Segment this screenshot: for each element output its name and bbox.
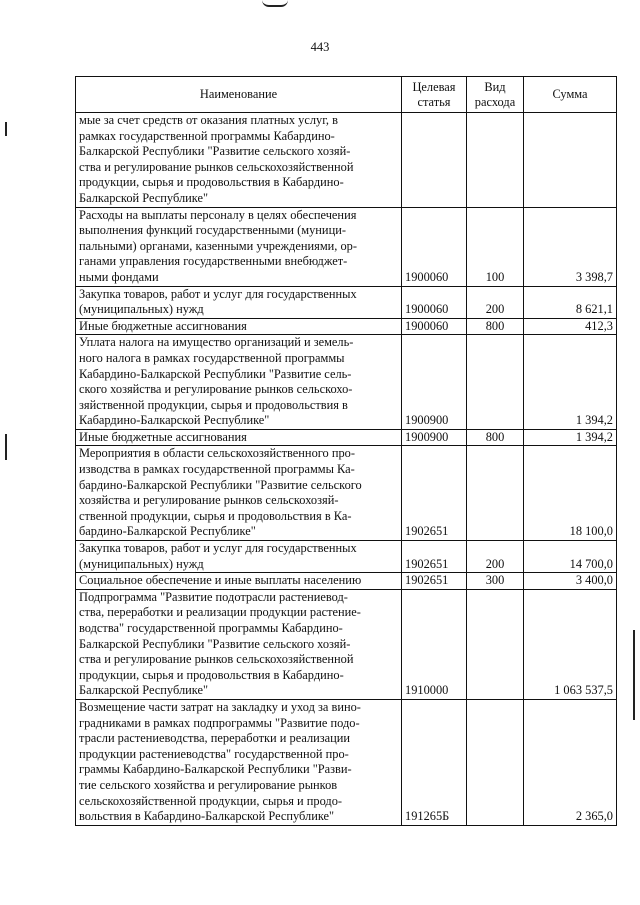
table-row bbox=[76, 207, 617, 286]
row-name-line: Возмещение части затрат на закладку и уход за вино- bbox=[79, 699, 361, 714]
row-sum: 14 700,0 bbox=[524, 541, 617, 573]
row-name-line: граммы Кабардино-Балкарской Республики "Разви- bbox=[79, 762, 352, 777]
row-sum: 8 621,1 bbox=[524, 286, 617, 318]
row-name-line: рамках государственной программы Кабардино- bbox=[79, 128, 335, 143]
row-expense-type: 200 bbox=[467, 541, 524, 573]
row-name-line: Уплата налога на имущество организаций и земель- bbox=[79, 335, 354, 350]
row-name-line: ства и регулирование рынков сельскохозяйственной bbox=[79, 652, 354, 667]
page-number: 443 bbox=[310, 40, 330, 54]
row-name-line: водства" государственной программы Кабардино- bbox=[79, 621, 343, 635]
row-name-line: Иные бюджетные ассигнования bbox=[79, 318, 247, 333]
row-name-line: Подпрограмма "Развитие подотрасли растениевод- bbox=[79, 589, 348, 604]
header-name: Наименование bbox=[76, 77, 402, 113]
row-target-article: 1900060 bbox=[402, 318, 467, 335]
table-row bbox=[76, 286, 617, 318]
margin-mark bbox=[5, 434, 7, 460]
row-name-line: ства, переработки и реализации продукции растение- bbox=[79, 605, 361, 620]
row-name-line: Кабардино-Балкарской Республики "Развитие сель- bbox=[79, 366, 352, 381]
row-name-line: Закупка товаров, работ и услуг для государственных bbox=[79, 541, 357, 556]
row-name bbox=[76, 699, 402, 825]
row-target-article: 1902651 bbox=[402, 446, 467, 541]
row-name-line: Балкарской Республике" bbox=[79, 683, 209, 698]
row-sum: 3 398,7 bbox=[524, 207, 617, 286]
row-name-line: Балкарской Республики "Развитие сельского хозяй- bbox=[79, 144, 351, 159]
row-name-line: мые за счет средств от оказания платных услуг, в bbox=[79, 113, 338, 127]
row-name bbox=[76, 318, 402, 335]
row-name-line: продукции, сырья и продовольствия в Кабардино- bbox=[79, 667, 344, 682]
row-name bbox=[76, 446, 402, 541]
row-expense-type: 800 bbox=[467, 429, 524, 446]
row-expense-type: 100 bbox=[467, 207, 524, 286]
header-target-article bbox=[402, 77, 467, 113]
table-row bbox=[76, 573, 617, 590]
row-name bbox=[76, 589, 402, 699]
table-row bbox=[76, 541, 617, 573]
row-target-article: 1900060 bbox=[402, 207, 467, 286]
row-name-line: выполнения функций государственными (муници- bbox=[79, 223, 346, 238]
row-name-line: ства и регулирование рынков сельскохозяйственной bbox=[79, 159, 354, 174]
row-sum: 1 394,2 bbox=[524, 335, 617, 430]
row-name bbox=[76, 573, 402, 590]
row-name-line: градниками в рамках подпрограммы "Развитие подо- bbox=[79, 715, 360, 730]
table-row bbox=[76, 113, 617, 208]
row-name bbox=[76, 335, 402, 430]
table-row bbox=[76, 318, 617, 335]
row-name-line: Мероприятия в области сельскохозяйственного про- bbox=[79, 446, 355, 461]
row-target-article: 1900900 bbox=[402, 429, 467, 446]
row-name-line: Балкарской Республике" bbox=[79, 190, 209, 205]
table-header-row bbox=[76, 77, 617, 113]
row-sum: 3 400,0 bbox=[524, 573, 617, 590]
table-row bbox=[76, 589, 617, 699]
header-expense-type-line: Вид bbox=[484, 79, 506, 94]
row-name-line: трасли растениеводства, переработки и реализации bbox=[79, 731, 351, 746]
header-expense-type bbox=[467, 77, 524, 113]
row-expense-type bbox=[467, 113, 524, 208]
row-name-line: ганами управления государственными внебюджет- bbox=[79, 254, 348, 269]
row-target-article bbox=[402, 113, 467, 208]
table-body bbox=[76, 113, 617, 826]
row-target-article: 1902651 bbox=[402, 541, 467, 573]
table-row bbox=[76, 429, 617, 446]
budget-table bbox=[75, 76, 617, 826]
row-name-line: продукции растениеводства" государственной про- bbox=[79, 746, 349, 761]
scan-artifact bbox=[262, 0, 288, 7]
row-expense-type: 300 bbox=[467, 573, 524, 590]
row-name-line: пальными) органами, казенными учреждениями, ор- bbox=[79, 238, 358, 253]
row-name-line: (муниципальных) нужд bbox=[79, 556, 204, 571]
header-target-article-line: Целевая bbox=[412, 79, 456, 94]
row-expense-type bbox=[467, 699, 524, 825]
row-name-line: ского хозяйства и регулирование рынков сельскохо- bbox=[79, 382, 353, 397]
row-sum: 412,3 bbox=[524, 318, 617, 335]
row-expense-type bbox=[467, 335, 524, 430]
row-name-line: бардино-Балкарской Республике" bbox=[79, 524, 256, 539]
row-name-line: Иные бюджетные ассигнования bbox=[79, 429, 247, 444]
row-sum: 1 394,2 bbox=[524, 429, 617, 446]
row-sum bbox=[524, 113, 617, 208]
row-name bbox=[76, 113, 402, 208]
row-expense-type: 200 bbox=[467, 286, 524, 318]
row-sum: 2 365,0 bbox=[524, 699, 617, 825]
row-name bbox=[76, 207, 402, 286]
table-row bbox=[76, 446, 617, 541]
header-expense-type-line: расхода bbox=[474, 94, 516, 109]
row-name-line: зяйственной продукции, сырья и продовольствия в bbox=[79, 397, 348, 412]
row-name-line: Расходы на выплаты персоналу в целях обеспечения bbox=[79, 207, 357, 222]
row-name-line: ственной продукции, сырья и продовольствия в Ка- bbox=[79, 508, 352, 523]
row-name-line: ного налога в рамках государственной программы bbox=[79, 350, 345, 365]
row-target-article: 1902651 bbox=[402, 573, 467, 590]
margin-mark bbox=[5, 122, 7, 136]
row-name-line: Социальное обеспечение и иные выплаты населению bbox=[79, 573, 362, 588]
margin-mark bbox=[633, 630, 635, 720]
row-expense-type bbox=[467, 446, 524, 541]
row-name-line: Кабардино-Балкарской Республике" bbox=[79, 413, 270, 428]
row-sum: 18 100,0 bbox=[524, 446, 617, 541]
table-row bbox=[76, 335, 617, 430]
row-name bbox=[76, 429, 402, 446]
row-target-article: 1910000 bbox=[402, 589, 467, 699]
row-name-line: бардино-Балкарской Республики "Развитие сельского bbox=[79, 477, 362, 492]
row-expense-type bbox=[467, 589, 524, 699]
row-name-line: сельскохозяйственной продукции, сырья и продо- bbox=[79, 793, 343, 808]
header-target-article-line: статья bbox=[417, 94, 451, 109]
row-name bbox=[76, 541, 402, 573]
table-row bbox=[76, 699, 617, 825]
row-target-article: 1900060 bbox=[402, 286, 467, 318]
row-target-article: 191265Б bbox=[402, 699, 467, 825]
row-target-article: 1900900 bbox=[402, 335, 467, 430]
row-name-line: ными фондами bbox=[79, 269, 159, 284]
row-name-line: Балкарской Республики "Развитие сельского хозяй- bbox=[79, 636, 351, 651]
row-name-line: Закупка товаров, работ и услуг для государственных bbox=[79, 286, 357, 301]
row-sum: 1 063 537,5 bbox=[524, 589, 617, 699]
header-sum: Сумма bbox=[524, 77, 617, 113]
row-name bbox=[76, 286, 402, 318]
row-name-line: тие сельского хозяйства и регулирование рынков bbox=[79, 777, 338, 792]
row-expense-type: 800 bbox=[467, 318, 524, 335]
row-name-line: вольствия в Кабардино-Балкарской Республике" bbox=[79, 809, 335, 824]
row-name-line: изводства в рамках государственной программы Ка- bbox=[79, 462, 355, 477]
row-name-line: продукции, сырья и продовольствия в Кабардино- bbox=[79, 175, 344, 190]
row-name-line: хозяйства и регулирование рынков сельскохозяй- bbox=[79, 493, 339, 508]
row-name-line: (муниципальных) нужд bbox=[79, 302, 204, 317]
